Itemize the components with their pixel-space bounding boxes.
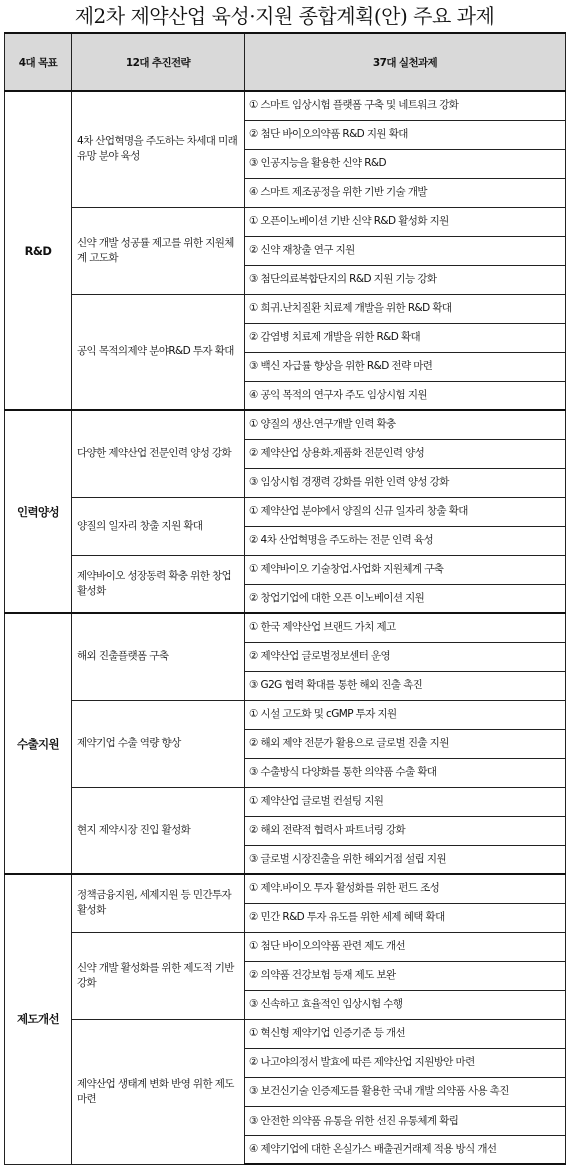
strategy-cell: 신약 개발 성공률 제고를 위한 지원체계 고도화 bbox=[72, 207, 245, 294]
plan-table bbox=[4, 32, 566, 1165]
table-row bbox=[5, 700, 566, 729]
strategy-cell: 제약기업 수출 역량 향상 bbox=[72, 700, 245, 787]
task-cell: ② 제약산업 상용화.제품화 전문인력 양성 bbox=[245, 439, 566, 468]
strategy-cell: 공익 목적의제약 분야R&D 투자 확대 bbox=[72, 294, 245, 410]
task-cell: ② 4차 산업혁명을 주도하는 전문 인력 육성 bbox=[245, 526, 566, 555]
goal-cell: R&D bbox=[5, 91, 72, 410]
task-cell: ① 첨단 바이오의약품 관련 제도 개선 bbox=[245, 932, 566, 961]
task-cell: ① 제약.바이오 투자 활성화를 위한 펀드 조성 bbox=[245, 874, 566, 903]
task-cell: ③ 안전한 의약품 유통을 위한 선진 유통체계 확립 bbox=[245, 1106, 566, 1135]
task-cell: ① 혁신형 제약기업 인증기준 등 개선 bbox=[245, 1019, 566, 1048]
task-cell: ③ 보건신기술 인증제도를 활용한 국내 개발 의약품 사용 촉진 bbox=[245, 1077, 566, 1106]
task-cell: ① 제약바이오 기술창업.사업화 지원체계 구축 bbox=[245, 555, 566, 584]
task-cell: ③ 임상시험 경쟁력 강화를 위한 인력 양성 강화 bbox=[245, 468, 566, 497]
table-row bbox=[5, 207, 566, 236]
header-strategies: 12대 추진전략 bbox=[72, 33, 245, 91]
task-cell: ② 첨단 바이오의약품 R&D 지원 확대 bbox=[245, 120, 566, 149]
strategy-cell: 해외 진출플랫폼 구축 bbox=[72, 613, 245, 700]
task-cell: ③ 인공지능을 활용한 신약 R&D bbox=[245, 149, 566, 178]
task-cell: ② 나고야의정서 발효에 따른 제약산업 지원방안 마련 bbox=[245, 1048, 566, 1077]
goal-cell: 제도개선 bbox=[5, 874, 72, 1164]
strategy-cell: 정책금융지원, 세제지원 등 민간투자 활성화 bbox=[72, 874, 245, 932]
task-cell: ① 오픈이노베이션 기반 신약 R&D 활성화 지원 bbox=[245, 207, 566, 236]
goal-cell: 인력양성 bbox=[5, 410, 72, 613]
table-row bbox=[5, 613, 566, 642]
page-title: 제2차 제약산업 육성·지원 종합계획(안) 주요 과제 bbox=[74, 4, 495, 28]
task-cell: ② 제약산업 글로벌정보센터 운영 bbox=[245, 642, 566, 671]
task-cell: ① 스마트 임상시험 플랫폼 구축 및 네트워크 강화 bbox=[245, 91, 566, 120]
task-cell: ① 제약산업 분야에서 양질의 신규 일자리 창출 확대 bbox=[245, 497, 566, 526]
goal-cell: 수출지원 bbox=[5, 613, 72, 874]
strategy-cell: 현지 제약시장 진입 활성화 bbox=[72, 787, 245, 874]
task-cell: ③ G2G 협력 확대를 통한 해외 진출 촉진 bbox=[245, 671, 566, 700]
task-cell: ③ 수출방식 다양화를 통한 의약품 수출 확대 bbox=[245, 758, 566, 787]
task-cell: ③ 신속하고 효율적인 임상시험 수행 bbox=[245, 990, 566, 1019]
strategy-cell: 4차 산업혁명을 주도하는 차세대 미래 유망 분야 육성 bbox=[72, 91, 245, 207]
task-cell: ② 해외 전략적 협력사 파트너링 강화 bbox=[245, 816, 566, 845]
strategy-cell: 신약 개발 활성화를 위한 제도적 기반 강화 bbox=[72, 932, 245, 1019]
header-tasks: 37대 실천과제 bbox=[245, 33, 566, 91]
table-header-row bbox=[5, 33, 566, 91]
strategy-cell: 다양한 제약산업 전문인력 양성 강화 bbox=[72, 410, 245, 497]
strategy-cell: 제약산업 생태계 변화 반영 위한 제도 마련 bbox=[72, 1019, 245, 1164]
task-cell: ③ 글로벌 시장진출을 위한 해외거점 설립 지원 bbox=[245, 845, 566, 874]
task-cell: ③ 첨단의료복합단지의 R&D 지원 기능 강화 bbox=[245, 265, 566, 294]
table-row bbox=[5, 410, 566, 439]
table-row bbox=[5, 787, 566, 816]
header-goals: 4대 목표 bbox=[5, 33, 72, 91]
task-cell: ④ 공익 목적의 연구자 주도 임상시험 지원 bbox=[245, 381, 566, 410]
strategy-cell: 양질의 일자리 창출 지원 확대 bbox=[72, 497, 245, 555]
task-cell: ① 양질의 생산.연구개발 인력 확충 bbox=[245, 410, 566, 439]
task-cell: ② 감염병 치료제 개발을 위한 R&D 확대 bbox=[245, 323, 566, 352]
task-cell: ② 의약품 건강보험 등재 제도 보완 bbox=[245, 961, 566, 990]
table-row bbox=[5, 294, 566, 323]
table-row bbox=[5, 555, 566, 584]
table-row bbox=[5, 874, 566, 903]
strategy-cell: 제약바이오 성장동력 확충 위한 창업 활성화 bbox=[72, 555, 245, 613]
table-row bbox=[5, 91, 566, 120]
task-cell: ② 해외 제약 전문가 활용으로 글로벌 진출 지원 bbox=[245, 729, 566, 758]
task-cell: ① 한국 제약산업 브랜드 가치 제고 bbox=[245, 613, 566, 642]
task-cell: ② 신약 재창출 연구 지원 bbox=[245, 236, 566, 265]
task-cell: ① 희귀.난치질환 치료제 개발을 위한 R&D 확대 bbox=[245, 294, 566, 323]
task-cell: ② 민간 R&D 투자 유도를 위한 세제 혜택 확대 bbox=[245, 903, 566, 932]
task-cell: ① 제약산업 글로벌 컨설팅 지원 bbox=[245, 787, 566, 816]
task-cell: ① 시설 고도화 및 cGMP 투자 지원 bbox=[245, 700, 566, 729]
table-row bbox=[5, 1019, 566, 1048]
task-cell: ④ 제약기업에 대한 온실가스 배출권거래제 적용 방식 개선 bbox=[245, 1135, 566, 1164]
task-cell: ② 창업기업에 대한 오픈 이노베이션 지원 bbox=[245, 584, 566, 613]
table-row bbox=[5, 932, 566, 961]
task-cell: ③ 백신 자급률 향상을 위한 R&D 전략 마련 bbox=[245, 352, 566, 381]
table-row bbox=[5, 497, 566, 526]
task-cell: ④ 스마트 제조공정을 위한 기반 기술 개발 bbox=[245, 178, 566, 207]
